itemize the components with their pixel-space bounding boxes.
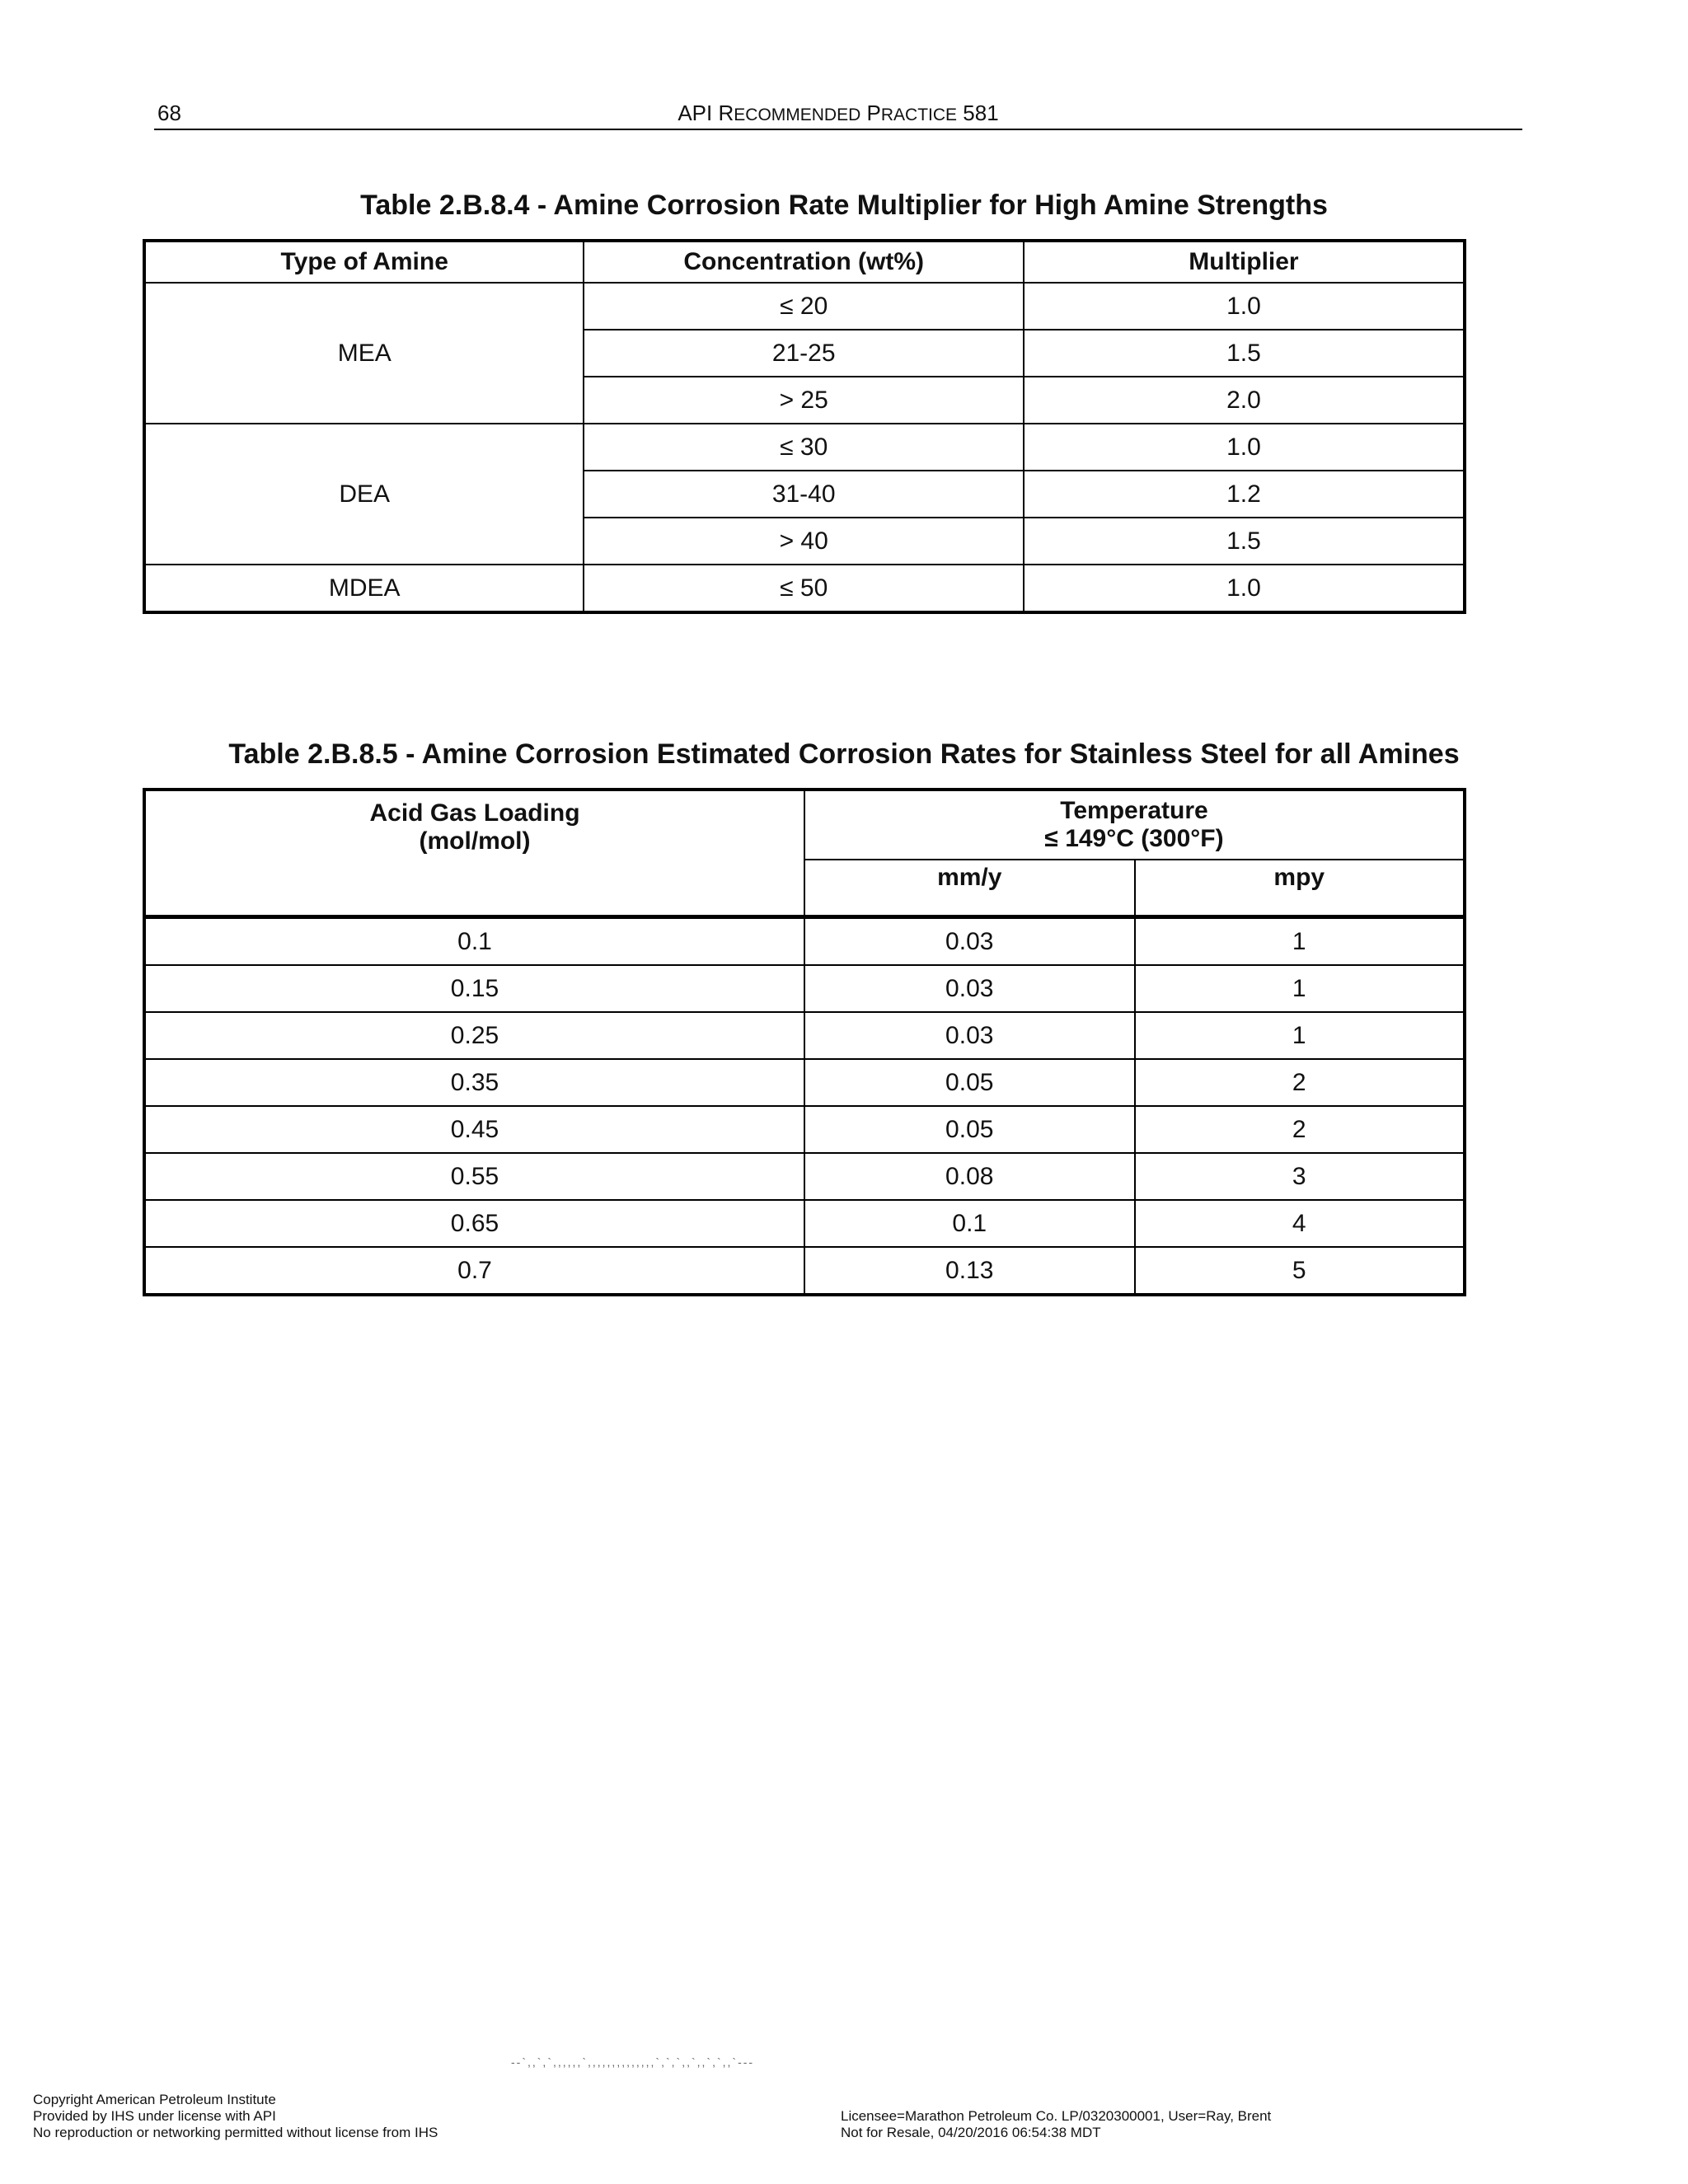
table-row bbox=[144, 1059, 1465, 1106]
copyright-footer bbox=[33, 2092, 438, 2141]
loading-cell: 0.7 bbox=[144, 1247, 804, 1295]
loading-cell: 0.45 bbox=[144, 1106, 804, 1153]
multiplier-cell: 2.0 bbox=[1024, 377, 1465, 424]
loading-header-line2: (mol/mol) bbox=[419, 827, 531, 855]
loading-cell: 0.65 bbox=[144, 1200, 804, 1247]
concentration-cell: 21-25 bbox=[584, 330, 1023, 377]
table2-title: Table 2.B.8.5 - Amine Corrosion Estimated Corrosion Rates for Stainless Steel for all Amines bbox=[228, 738, 1460, 770]
mpy-cell: 1 bbox=[1135, 1012, 1465, 1059]
running-title-part: API R bbox=[678, 101, 734, 125]
table-row bbox=[144, 424, 1465, 471]
running-title-part: P bbox=[860, 101, 881, 125]
amine-type-cell: MDEA bbox=[144, 565, 584, 612]
column-header-temperature bbox=[804, 790, 1465, 860]
stainless-corrosion-rate-table bbox=[143, 788, 1466, 1296]
footer-line: Provided by IHS under license with API bbox=[33, 2108, 276, 2124]
mpy-cell: 5 bbox=[1135, 1247, 1465, 1295]
table-row bbox=[144, 1012, 1465, 1059]
mmy-cell: 0.03 bbox=[804, 965, 1135, 1012]
page-number: 68 bbox=[157, 101, 181, 125]
multiplier-cell: 1.0 bbox=[1024, 424, 1465, 471]
mpy-cell: 4 bbox=[1135, 1200, 1465, 1247]
multiplier-cell: 1.0 bbox=[1024, 283, 1465, 330]
multiplier-cell: 1.5 bbox=[1024, 330, 1465, 377]
mpy-cell: 2 bbox=[1135, 1106, 1465, 1153]
running-title-part: 581 bbox=[957, 101, 999, 125]
temperature-header-line2: ≤ 149°C (300°F) bbox=[1044, 825, 1224, 852]
table-row bbox=[144, 1200, 1465, 1247]
table-header-row bbox=[144, 241, 1465, 283]
concentration-cell: ≤ 20 bbox=[584, 283, 1023, 330]
footer-line: Licensee=Marathon Petroleum Co. LP/0320300001, User=Ray, Brent bbox=[841, 2108, 1272, 2124]
multiplier-cell: 1.2 bbox=[1024, 471, 1465, 518]
loading-cell: 0.1 bbox=[144, 917, 804, 966]
loading-cell: 0.25 bbox=[144, 1012, 804, 1059]
running-title-part: RACTICE bbox=[880, 105, 958, 124]
column-header-multiplier: Multiplier bbox=[1024, 241, 1465, 283]
concentration-cell: > 25 bbox=[584, 377, 1023, 424]
mpy-cell: 1 bbox=[1135, 965, 1465, 1012]
loading-cell: 0.35 bbox=[144, 1059, 804, 1106]
mmy-cell: 0.05 bbox=[804, 1059, 1135, 1106]
table-header-row bbox=[144, 790, 1465, 860]
table-row bbox=[144, 917, 1465, 966]
table-row bbox=[144, 283, 1465, 330]
table-row bbox=[144, 1106, 1465, 1153]
mmy-cell: 0.13 bbox=[804, 1247, 1135, 1295]
mpy-cell: 1 bbox=[1135, 917, 1465, 966]
mmy-cell: 0.03 bbox=[804, 917, 1135, 966]
table-row bbox=[144, 1247, 1465, 1295]
table-row bbox=[144, 565, 1465, 612]
column-header-mmy: mm/y bbox=[804, 860, 1135, 917]
mmy-cell: 0.05 bbox=[804, 1106, 1135, 1153]
concentration-cell: ≤ 50 bbox=[584, 565, 1023, 612]
mpy-cell: 3 bbox=[1135, 1153, 1465, 1200]
concentration-cell: ≤ 30 bbox=[584, 424, 1023, 471]
amine-type-cell: DEA bbox=[144, 424, 584, 565]
loading-cell: 0.15 bbox=[144, 965, 804, 1012]
column-header-concentration: Concentration (wt%) bbox=[584, 241, 1023, 283]
concentration-cell: 31-40 bbox=[584, 471, 1023, 518]
amine-type-cell: MEA bbox=[144, 283, 584, 424]
multiplier-cell: 1.5 bbox=[1024, 518, 1465, 565]
loading-cell: 0.55 bbox=[144, 1153, 804, 1200]
mmy-cell: 0.1 bbox=[804, 1200, 1135, 1247]
footer-line: Copyright American Petroleum Institute bbox=[33, 2092, 276, 2107]
footer-line: Not for Resale, 04/20/2016 06:54:38 MDT bbox=[841, 2125, 1101, 2140]
column-header-mpy: mpy bbox=[1135, 860, 1465, 917]
column-header-type: Type of Amine bbox=[144, 241, 584, 283]
table-row bbox=[144, 1153, 1465, 1200]
running-title-part: ECOMMENDED bbox=[734, 105, 861, 124]
multiplier-cell: 1.0 bbox=[1024, 565, 1465, 612]
column-header-loading bbox=[144, 790, 804, 917]
license-footer bbox=[841, 2108, 1271, 2141]
mpy-cell: 2 bbox=[1135, 1059, 1465, 1106]
footer-line: No reproduction or networking permitted without license from IHS bbox=[33, 2125, 438, 2140]
table1-title: Table 2.B.8.4 - Amine Corrosion Rate Multiplier for High Amine Strengths bbox=[360, 190, 1328, 221]
concentration-cell: > 40 bbox=[584, 518, 1023, 565]
amine-multiplier-table bbox=[143, 239, 1466, 614]
page-header bbox=[154, 97, 1522, 130]
temperature-header-line1: Temperature bbox=[1060, 797, 1208, 824]
loading-header-line1: Acid Gas Loading bbox=[369, 799, 580, 827]
running-title bbox=[154, 101, 1522, 126]
mmy-cell: 0.03 bbox=[804, 1012, 1135, 1059]
mmy-cell: 0.08 bbox=[804, 1153, 1135, 1200]
watermark-dots: --`,,`,`,,,,,,`,,,,,,,,,,,,,,`,`,`,,`,,`,`,,`--- bbox=[511, 2055, 755, 2069]
table-row bbox=[144, 965, 1465, 1012]
